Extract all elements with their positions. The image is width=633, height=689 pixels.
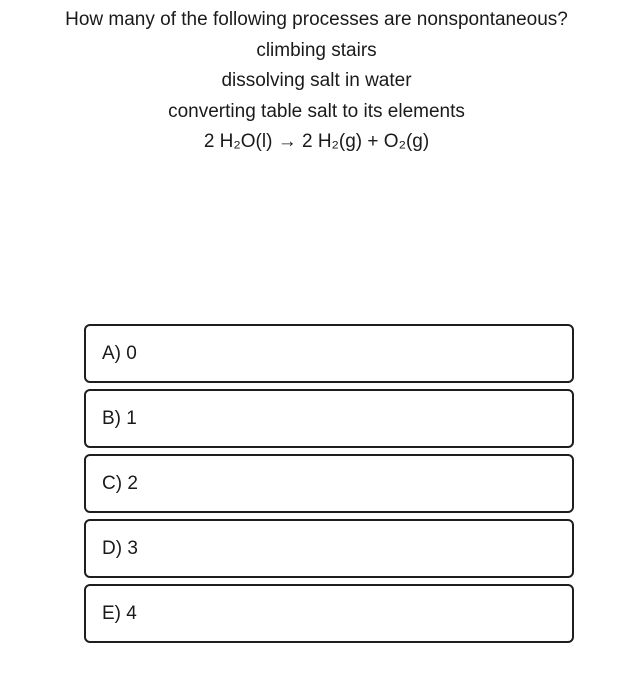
- answer-option-b[interactable]: [84, 389, 574, 448]
- answer-option-d[interactable]: [84, 519, 574, 578]
- process-item: dissolving salt in water: [221, 70, 412, 91]
- answer-option-c[interactable]: [84, 454, 574, 513]
- answer-option-e[interactable]: [84, 584, 574, 643]
- answer-label: C) 2: [102, 472, 138, 494]
- answer-choices: [84, 324, 574, 649]
- process-item: climbing stairs: [256, 39, 377, 61]
- process-item: converting table salt to its elements: [168, 100, 465, 122]
- process-item-equation: 2 H₂O(l) → 2 H₂(g) + O₂(g): [203, 131, 430, 152]
- answer-label: E) 4: [102, 602, 137, 624]
- answer-label: B) 1: [102, 407, 137, 429]
- answer-label: A) 0: [102, 342, 137, 364]
- question-block: [0, 5, 633, 158]
- answer-label: D) 3: [102, 537, 138, 559]
- answer-option-a[interactable]: [84, 324, 574, 383]
- question-prompt: How many of the following processes are nonspontaneous?: [65, 9, 568, 30]
